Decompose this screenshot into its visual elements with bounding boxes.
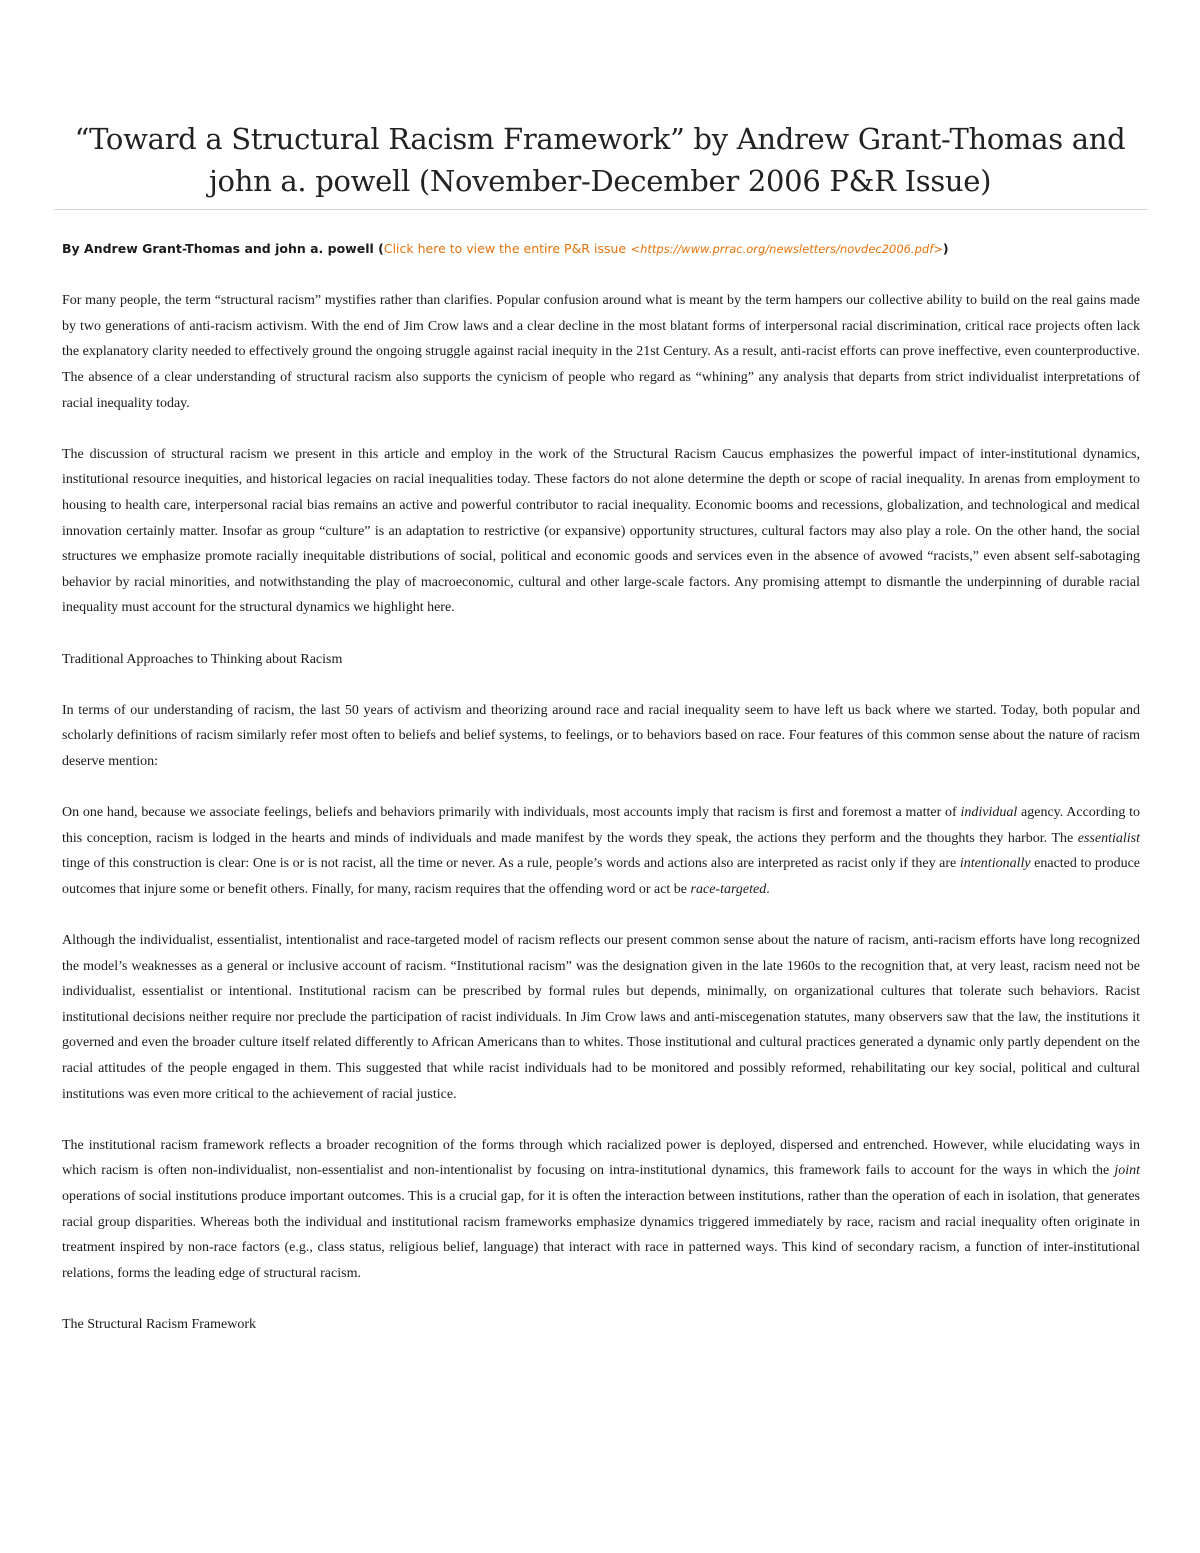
- paragraph-6-text-b: operations of social institutions produce important outcomes. This is a crucial gap, for it is often the interaction between institutions, rather than the operation of each in isolation, that generates racial group disparities. Whereas both the individual and institutional racism frameworks emphasize dynamics triggered immediately by race, racism and racial inequality often originate in treatment inspired by non-race factors (e.g., class status, religious belief, language) that interact with race in patterned ways. This kind of secondary racism, a function of inter-institutional relations, forms the leading edge of structural racism.: [62, 1188, 1140, 1281]
- section-heading-structural-racism-framework: The Structural Racism Framework: [62, 1316, 257, 1332]
- paragraph-4: [62, 800, 1140, 902]
- title-divider: [54, 209, 1148, 210]
- paragraph-4-text-b: agency. According to this conception, racism is lodged in the hearts and minds of individuals and made manifest by the words they speak, the actions they perform and the thoughts they harbor. The: [62, 805, 1140, 846]
- paragraph-4-text-d: enacted to produce outcomes that injure some or benefit others. Finally, for many, racism requires that the offending word or act be: [62, 856, 1140, 897]
- paragraph-5: Although the individualist, essentialist, intentionalist and race-targeted model of racism reflects our present common sense about the nature of racism, anti-racism efforts have long recognized the model’s weaknesses as a general or inclusive account of racism. “Institutional racism” was the designation given in the late 1960s to the recognition that, at very least, racism need not be individualist, essentialist or intentional. Institutional racism can be prescribed by formal rules but depends, minimally, on organizational cultures that tolerate such behaviors. Racist institutional decisions neither require nor preclude the participation of racist individuals. In Jim Crow laws and anti-miscegenation statutes, many observers saw that the law, the institutions it governed and even the broader culture itself related differently to African Americans than to whites. Those institutional and cultural practices generated a dynamic only partly dependent on the racial attitudes of the people engaged in them. This suggested that while racist individuals had to be monitored and possibly reformed, rehabilitating our key social, political and cultural institutions was even more critical to the achievement of racial justice.: [62, 933, 1140, 1102]
- emphasis-essentialist: essentialist: [1077, 830, 1140, 846]
- paragraph-4-text-c: tinge of this construction is clear: One is or is not racist, all the time or never. As a rule, people’s words and actions also are interpreted as racist only if they are: [62, 856, 960, 872]
- emphasis-race-targeted: race-targeted: [690, 881, 767, 897]
- paragraph-1: For many people, the term “structural racism” mystifies rather than clarifies. Popular confusion around what is meant by the term hampers our collective ability to build on the real gains made by two generations of anti-racism activism. With the end of Jim Crow laws and a clear decline in the most blatant forms of interpersonal racial discrimination, critical race projects often lack the explanatory clarity needed to effectively ground the ongoing struggle against racial inequity in the 21st Century. As a result, anti-racist efforts can prove ineffective, even counterproductive. The absence of a clear understanding of structural racism also supports the cynicism of people who regard as “whining” any analysis that departs from strict individualist interpretations of racial inequality today.: [62, 293, 1140, 411]
- paragraph-3: In terms of our understanding of racism, the last 50 years of activism and theorizing around race and racial inequality seem to have left us back where we started. Today, both popular and scholarly definitions of racism similarly refer most often to beliefs and belief systems, to feelings, or to behaviors based on race. Four features of this common sense about the nature of racism deserve mention:: [62, 702, 1140, 769]
- paragraph-4-text-e: .: [766, 881, 770, 897]
- section-heading-traditional-approaches: Traditional Approaches to Thinking about Racism: [62, 651, 343, 667]
- paragraph-2: The discussion of structural racism we present in this article and employ in the work of the Structural Racism Caucus emphasizes the powerful impact of inter-institutional dynamics, institutional resource inequities, and historical legacies on racial inequalities today. These factors do not alone determine the depth or scope of racial inequality. In arenas from employment to housing to health care, interpersonal racial bias remains an active and powerful contributor to racial inequality. Economic booms and recessions, globalization, and technological and medical innovation certainly matter. Insofar as group “culture” is an adaptation to restrictive (or expansive) opportunity structures, cultural factors may also play a role. On the other hand, the social structures we emphasize promote racially inequitable distributions of social, political and economic goods and services even in the absence of avowed “racists,” even absent self-sabotaging behavior by racial minorities, and notwithstanding the play of macroeconomic, cultural and other large-scale factors. Any promising attempt to dismantle the underpinning of durable racial inequality must account for the structural dynamics we highlight here.: [62, 446, 1140, 616]
- emphasis-joint: joint: [1114, 1163, 1140, 1179]
- byline: [62, 236, 1140, 263]
- byline-close-paren: ): [942, 241, 949, 256]
- byline-open-paren: (: [378, 241, 384, 256]
- issue-link[interactable]: Click here to view the entire P&R issue: [383, 241, 627, 256]
- emphasis-intentionally: intentionally: [959, 856, 1031, 872]
- issue-link-url[interactable]: <https://www.prrac.org/newsletters/novdec2006.pdf>: [630, 242, 943, 256]
- paragraph-6: [62, 1133, 1140, 1287]
- emphasis-individual: individual: [960, 805, 1018, 821]
- byline-authors: By Andrew Grant-Thomas and john a. powell: [62, 241, 374, 256]
- page-title: “Toward a Structural Racism Framework” by Andrew Grant-Thomas and john a. powell (November-December 2006 P&R Issue): [74, 122, 1126, 198]
- paragraph-4-text-a: On one hand, because we associate feelings, beliefs and behaviors primarily with individuals, most accounts imply that racism is first and foremost a matter of: [62, 805, 961, 821]
- paragraph-6-text-a: The institutional racism framework reflects a broader recognition of the forms through which racialized power is deployed, dispersed and entrenched. However, while elucidating ways in which racism is often non-individualist, non-essentialist and non-intentionalist by focusing on intra-institutional dynamics, this framework fails to account for the ways in which the: [62, 1137, 1140, 1179]
- article-body: [62, 236, 1140, 1363]
